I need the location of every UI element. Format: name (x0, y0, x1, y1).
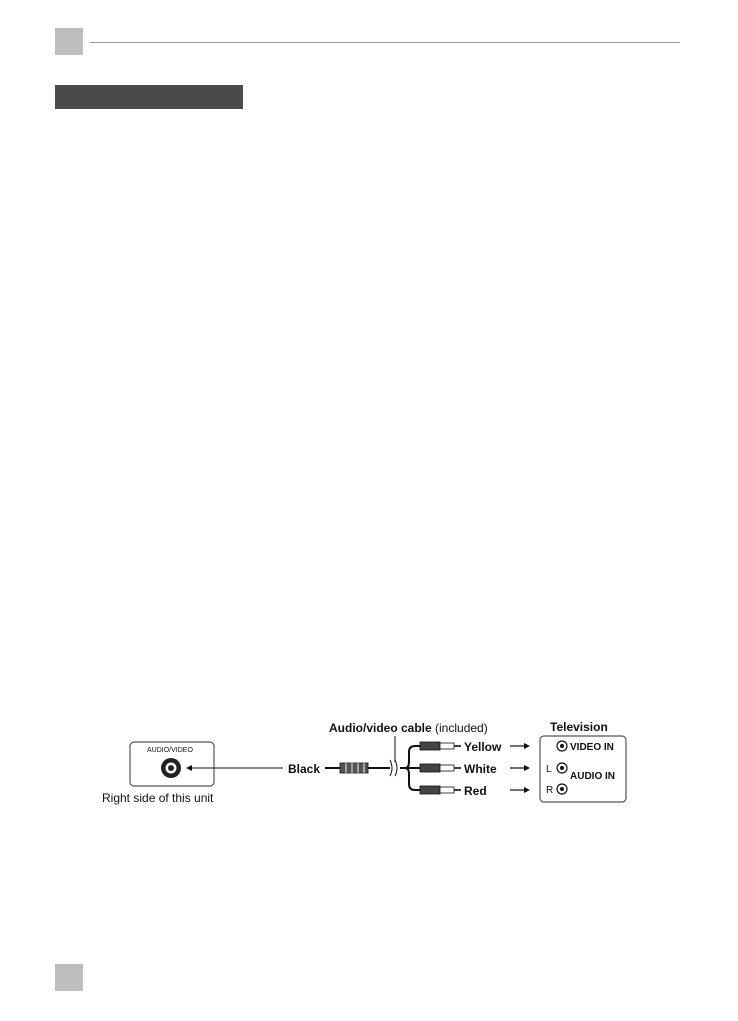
red-plug-label: Red (464, 784, 487, 798)
rca-plug-white (420, 764, 461, 772)
tv-title: Television (550, 720, 608, 734)
footer-corner-square (55, 964, 83, 991)
rca-plug-yellow (420, 742, 461, 750)
av-connection-diagram (100, 712, 640, 812)
arrow-icon (510, 765, 530, 771)
white-plug-label: White (464, 762, 497, 776)
arrow-icon (510, 743, 530, 749)
yellow-plug-label: Yellow (464, 740, 502, 754)
audio-in-label: AUDIO IN (570, 771, 615, 782)
section-heading-bar (55, 85, 243, 109)
unit-caption: Right side of this unit (102, 791, 214, 805)
arrow-icon (510, 787, 530, 793)
video-in-label: VIDEO IN (570, 742, 614, 753)
rca-plug-red (420, 786, 461, 794)
right-channel-label: R (546, 785, 554, 796)
cable-label: Audio/video cable (included) (329, 721, 488, 735)
black-plug-label: Black (288, 762, 321, 776)
header-rule (90, 42, 680, 43)
left-channel-label: L (546, 764, 552, 775)
cable-break-icon (390, 760, 392, 776)
header-corner-square (55, 28, 83, 55)
jack-label: AUDIO/VIDEO (147, 747, 193, 754)
